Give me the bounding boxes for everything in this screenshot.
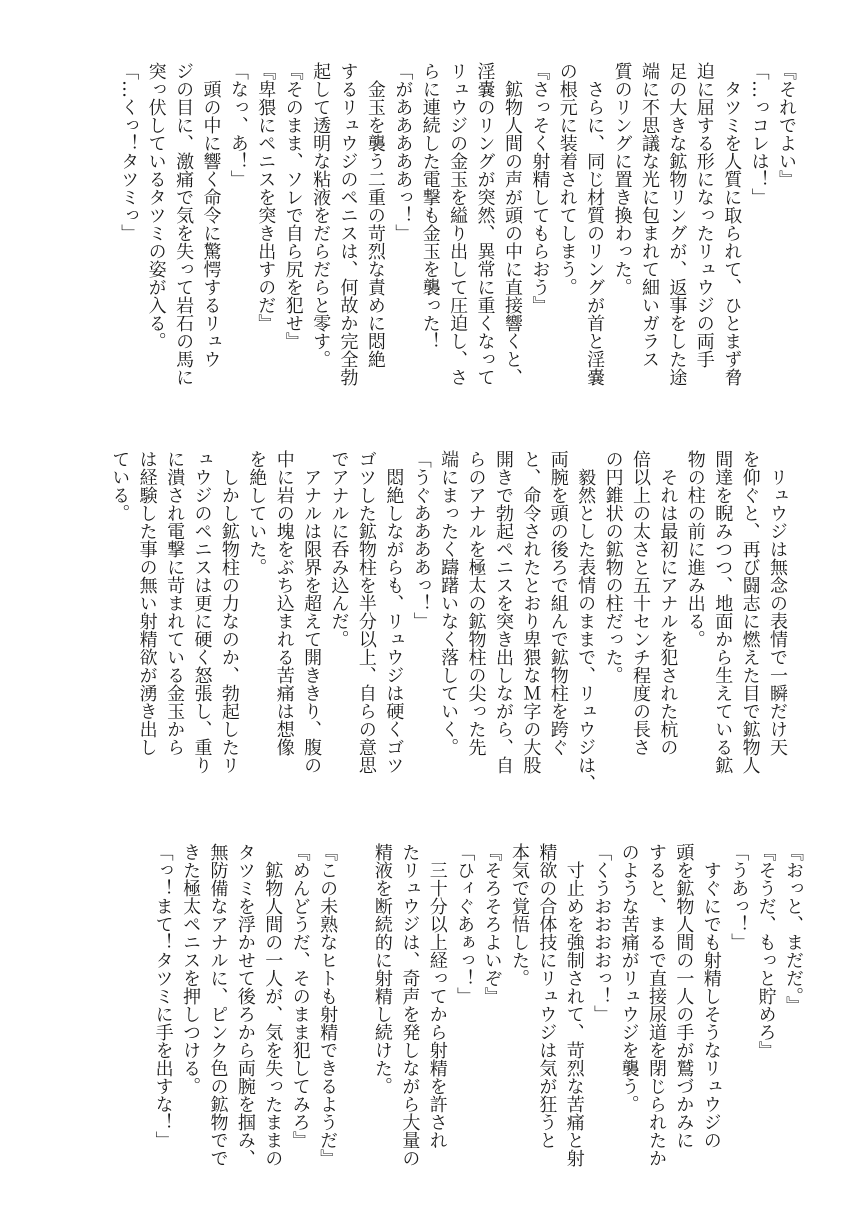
text-column: 「うあっ！」 xyxy=(728,843,750,951)
text-column: の円錐状の鉱物の柱だった。 xyxy=(602,450,624,684)
text-column: 迫に屈する形になったリュウジの両手 xyxy=(693,62,715,368)
text-column: 両腕を頭の後ろで組んで鉱物柱を跨ぐ xyxy=(547,450,569,756)
text-column: タツミを人質に取られて、ひとまず脅 xyxy=(721,62,743,386)
text-column: 「うぐああああっ！」 xyxy=(410,450,432,630)
text-column: 『この未熟なヒトも射精できるようだ』 xyxy=(317,843,339,1167)
text-column: 端にまったく躊躇いなく落していく。 xyxy=(438,450,460,756)
text-column: 『さっそく射精してもらおう』 xyxy=(529,62,551,314)
text-column: 鉱物人間の声が頭の中に直接響くと、 xyxy=(501,62,523,386)
text-block-middle xyxy=(106,450,791,792)
text-column: 「っ！まて！タツミに手を出すな！」 xyxy=(152,843,174,1149)
text-column: 頭の中に響く命令に驚愕するリュウ xyxy=(200,62,222,368)
text-column: 『それでよい』 xyxy=(776,62,797,188)
text-column: 間達を睨みつつ、地面から生えている鉱 xyxy=(712,450,734,774)
text-column xyxy=(341,843,368,1173)
text-column: 毅然とした表情のままで、リュウジは、 xyxy=(575,450,597,792)
text-column: しかし鉱物柱の力なのか、勃起したリ xyxy=(218,450,240,774)
text-column: それは最初にアナルを犯された杭の xyxy=(657,450,679,756)
text-column: 「…っコレは！」 xyxy=(748,62,770,206)
text-column: 「ひィぐあぁっ！」 xyxy=(454,843,476,1005)
text-column: 『そろそろよいぞ』 xyxy=(481,843,503,1005)
text-column: の根元に装着されてしまう。 xyxy=(556,62,578,296)
text-column: 悶絶しながらも、リュウジは硬くゴツ xyxy=(383,450,405,774)
text-column: 淫嚢のリングが突然、異常に重くなって xyxy=(474,62,496,386)
text-column: 精液を断続的に射精し続けた。 xyxy=(371,843,393,1095)
text-column: に潰され電撃に苛まれている金玉から xyxy=(164,450,186,756)
text-column: 「くうおおおおっ！」 xyxy=(591,843,613,1023)
text-column: を仰ぐと、再び闘志に燃えた目で鉱物人 xyxy=(739,450,761,774)
text-column: すると、まるで直接尿道を閉じられたか xyxy=(645,843,667,1167)
text-column: 質のリングに置き換わった。 xyxy=(611,62,633,296)
text-column: 三十分以上経ってから射精を許され xyxy=(426,843,448,1149)
text-column: らのアナルを極太の鉱物柱の尖った先 xyxy=(465,450,487,756)
text-column: リュウジは無念の表情で一瞬だけ天 xyxy=(767,450,788,756)
text-column: ジの目に、激痛で気を失って岩石の馬に xyxy=(173,62,195,386)
text-column: 金玉を襲う二重の苛烈な責めに悶絶 xyxy=(364,62,386,368)
text-column: リュウジの金玉を縊り出して圧迫し、さ xyxy=(447,62,469,386)
text-block-top xyxy=(115,62,800,392)
text-column: ゴツした鉱物柱を半分以上、自らの意思 xyxy=(355,450,377,774)
text-column: ている。 xyxy=(109,450,131,522)
text-column: 頭を鉱物人間の一人の手が鷲づかみに xyxy=(673,843,695,1149)
text-column: でアナルに呑み込んだ。 xyxy=(328,450,350,648)
text-column: と、命令されたとおり卑猥なＭ字の大股 xyxy=(520,450,542,774)
text-column: 起して透明な粘液をだらだらと零す。 xyxy=(310,62,332,368)
text-column: 足の大きな鉱物リングが、返事をした途 xyxy=(666,62,688,386)
text-column: 倍以上の太さと五十センチ程度の長さ xyxy=(629,450,651,756)
text-column: は経験した事の無い射精欲が湧き出し xyxy=(136,450,158,756)
text-column: 精欲の合体技にリュウジは気が狂うと xyxy=(536,843,558,1149)
text-column: らに連続した電撃も金玉を襲った！ xyxy=(419,62,441,350)
text-column: すぐにでも射精しそうなリュウジの xyxy=(700,843,722,1149)
text-column: 開きで勃起ペニスを突き出しながら、自 xyxy=(492,450,514,774)
text-column: 本気で覚悟した。 xyxy=(508,843,530,987)
text-column: タツミを浮かせて後ろから両腕を掴み、 xyxy=(234,843,256,1167)
text-column: のような苦痛がリュウジを襲う。 xyxy=(618,843,640,1113)
text-column: ュウジのペニスは更に硬く怒張し、重り xyxy=(191,450,213,774)
text-column: きた極太ペニスを押しつける。 xyxy=(180,843,202,1095)
text-column: 『卑猥にペニスを突き出すのだ』 xyxy=(255,62,277,332)
text-column: 「なっ、あ！」 xyxy=(227,62,249,188)
text-column: 無防備なアナルに、ピンク色の鉱物でで xyxy=(207,843,229,1167)
text-column: を絶していた。 xyxy=(246,450,268,576)
text-column: 端に不思議な光に包まれて細いガラス xyxy=(638,62,660,368)
text-column: 「があああああっ！」 xyxy=(392,62,414,242)
text-column: 『おっと、まだだ。』 xyxy=(783,843,804,1014)
text-column: 中に岩の塊をぶち込まれる苦痛は想像 xyxy=(273,450,295,756)
text-column: 『そうだ、もっと貯めろ』 xyxy=(755,843,777,1059)
text-column: 突っ伏しているタツミの姿が入る。 xyxy=(145,62,167,350)
text-column: 寸止めを強制されて、苛烈な苦痛と射 xyxy=(563,843,585,1167)
text-column: 『めんどうだ、そのまま犯してみろ』 xyxy=(289,843,311,1149)
text-column: するリュウジのペニスは、何故か完全勃 xyxy=(337,62,359,386)
text-column: 「…くっ！タツミっ」 xyxy=(118,62,140,242)
text-column: 物の柱の前に進み出る。 xyxy=(684,450,706,648)
text-column: たリュウジは、奇声を発しながら大量の xyxy=(399,843,421,1167)
text-column: 『そのまま、ソレで自ら尻を犯せ』 xyxy=(282,62,304,350)
text-column: アナルは限界を超えて開ききり、腹の xyxy=(301,450,323,774)
text-column: 鉱物人間の一人が、気を失ったままの xyxy=(262,843,284,1167)
text-column: さらに、同じ材質のリングが首と淫嚢 xyxy=(584,62,606,386)
text-block-bottom xyxy=(149,843,807,1173)
